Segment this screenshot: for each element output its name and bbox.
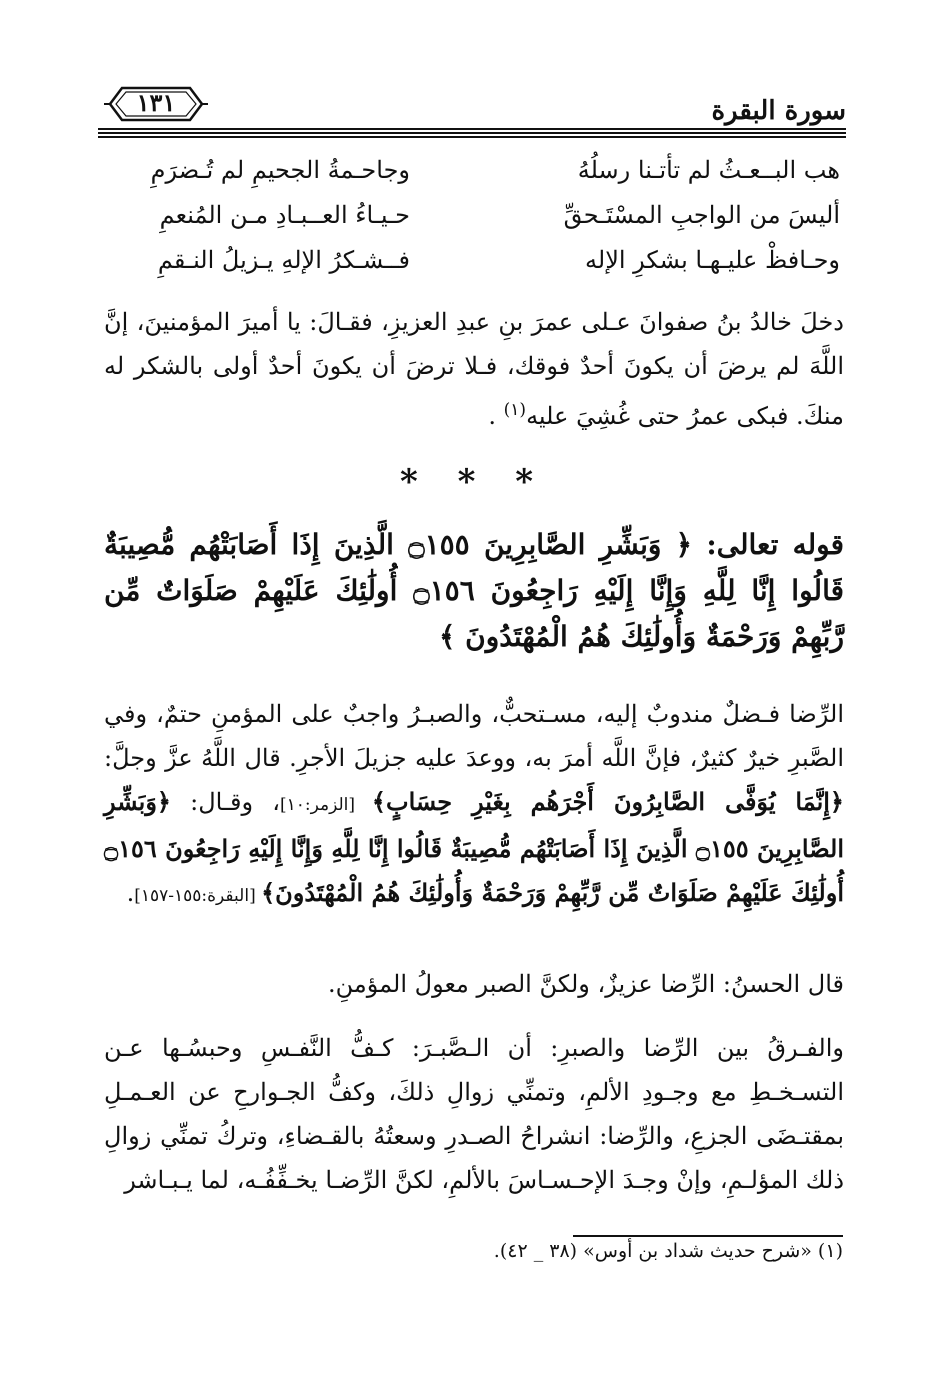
quran-heading: [104, 522, 844, 660]
page-number: ١٣١: [136, 88, 176, 117]
paragraph-difference: والفـرقُ بين الرِّضا والصبرِ: أن الـصَّبـرَ: كـفُّ النَّفـسِ وحبسُـها عـن التسـخـطِ مع وجـودِ الألمِ، وتمنِّي زوالِ ذلكَ، وكفُّ الجـوارحِ عن العـمـلِ بمقتـضَى الجزعِ، والرِّضا: انشراحُ الصـدرِ وسعتُهُ بالقـضاءِ، وتركُ تمنِّي زوالِ ذلك المؤلـمِ، وإنْ وجـدَ الإحـسـاسَ بالألمِ، لكنَّ الرِّضـا يخـفِّفُـه، لما يـبـاشر: [104, 1034, 844, 1194]
page-number-badge: [104, 84, 208, 124]
quran-verse: ﴿وَبَشِّرِ الصَّابِرِينَ ۝١٥٥ الَّذِينَ إِذَا أَصَابَتْهُم مُّصِيبَةٌ قَالُوا إِنَّا لِلَّهِ وَإِنَّا إِلَيْهِ رَاجِعُونَ ۝١٥٦ أُولَٰئِكَ عَلَيْهِمْ صَلَوَاتٌ مِّن رَّبِّهِمْ وَرَحْمَةٌ وَأُولَٰئِكَ هُمُ الْمُهْتَدُونَ﴾: [104, 787, 844, 907]
verse-first-hemistich: هب البــعـثُ لم تأتـنا رسلُهُ: [577, 156, 840, 184]
heading-prefix: قوله تعالى:: [692, 528, 844, 561]
verse-reference: [البقرة:١٥٥-١٥٧]: [134, 886, 262, 906]
paragraph-text: الرِّضا فـضلٌ مندوبٌ إليه، مسـتحبٌّ، والصبـرُ واجبٌ على المؤمنِ حتمٌ، وفي الصَّبرِ خيرٌ كثيرٌ، فإنَّ اللَّه أمرَ به، ووعدَ عليه جزيلَ الأجرِ. قال اللَّهُ عزَّ وجلَّ:: [104, 700, 844, 772]
poem-verse: [110, 156, 840, 201]
poem: [110, 156, 840, 291]
paragraph-text: دخلَ خالدُ بنُ صفوانَ عـلى عمرَ بنِ عبدِ العزيزِ، فقـالَ: يا أميرَ المؤمنينَ، إنَّ اللَّهَ لم يرضَ أن يكونَ أحدٌ فوقك، فـلا ترضَ أن يكونَ أحدٌ أولى بالشكر له منكَ. فبكى عمرُ حتى غُشِيَ عليه: [104, 308, 844, 430]
paragraph-end: .: [126, 879, 135, 907]
surah-title: سورة البقرة: [711, 96, 846, 126]
paragraph-khalid: [104, 300, 844, 438]
verse-first-hemistich: وحـافظْ عليـهـا بشكرِ الإله: [585, 246, 840, 274]
paragraph-hasan: قال الحسنُ: الرِّضا عزيزٌ، ولكنَّ الصبر معولُ المؤمنِ.: [328, 970, 844, 998]
section-separator: * * *: [399, 462, 547, 502]
poem-verse: [110, 246, 840, 291]
paragraph-text: ، وقـال:: [170, 788, 280, 816]
footnote: (١) «شرح حديث شداد بن أوس» (٣٨ _ ٤٢).: [493, 1240, 843, 1262]
verse-first-hemistich: أليسَ من الواجبِ المسْتَـحقِّ: [563, 201, 840, 229]
quran-verse: ﴿ وَبَشِّرِ الصَّابِرِينَ ۝١٥٥ الَّذِينَ إِذَا أَصَابَتْهُم مُّصِيبَةٌ قَالُوا إِنَّا لِلَّهِ وَإِنَّا إِلَيْهِ رَاجِعُونَ ۝١٥٦ أُولَٰئِكَ عَلَيْهِمْ صَلَوَاتٌ مِّن رَّبِّهِمْ وَرَحْمَةٌ وَأُولَٰئِكَ هُمُ الْمُهْتَدُونَ ﴾: [104, 528, 844, 653]
poem-verse: [110, 201, 840, 246]
footnote-divider: [573, 1235, 843, 1237]
verse-second-hemistich: حـيـاءُ العــبـادِ مـن المُنعمِ: [159, 201, 410, 229]
verse-second-hemistich: فــشـكرُ الإلهِ يـزيلُ النـقمِ: [157, 246, 410, 274]
quran-verse: ﴿إِنَّمَا يُوَفَّى الصَّابِرُونَ أَجْرَهُم بِغَيْرِ حِسَابٍ﴾: [371, 787, 844, 816]
verse-reference: [الزمر:١٠]: [279, 795, 372, 815]
footnote-reference: (١): [503, 400, 527, 420]
paragraph-rida: [104, 692, 844, 918]
verse-second-hemistich: وجاحـمةُ الجحيمِ لم تُـضرَمِ: [150, 156, 410, 184]
paragraph-end: .: [488, 402, 504, 430]
header-divider: [98, 128, 846, 138]
